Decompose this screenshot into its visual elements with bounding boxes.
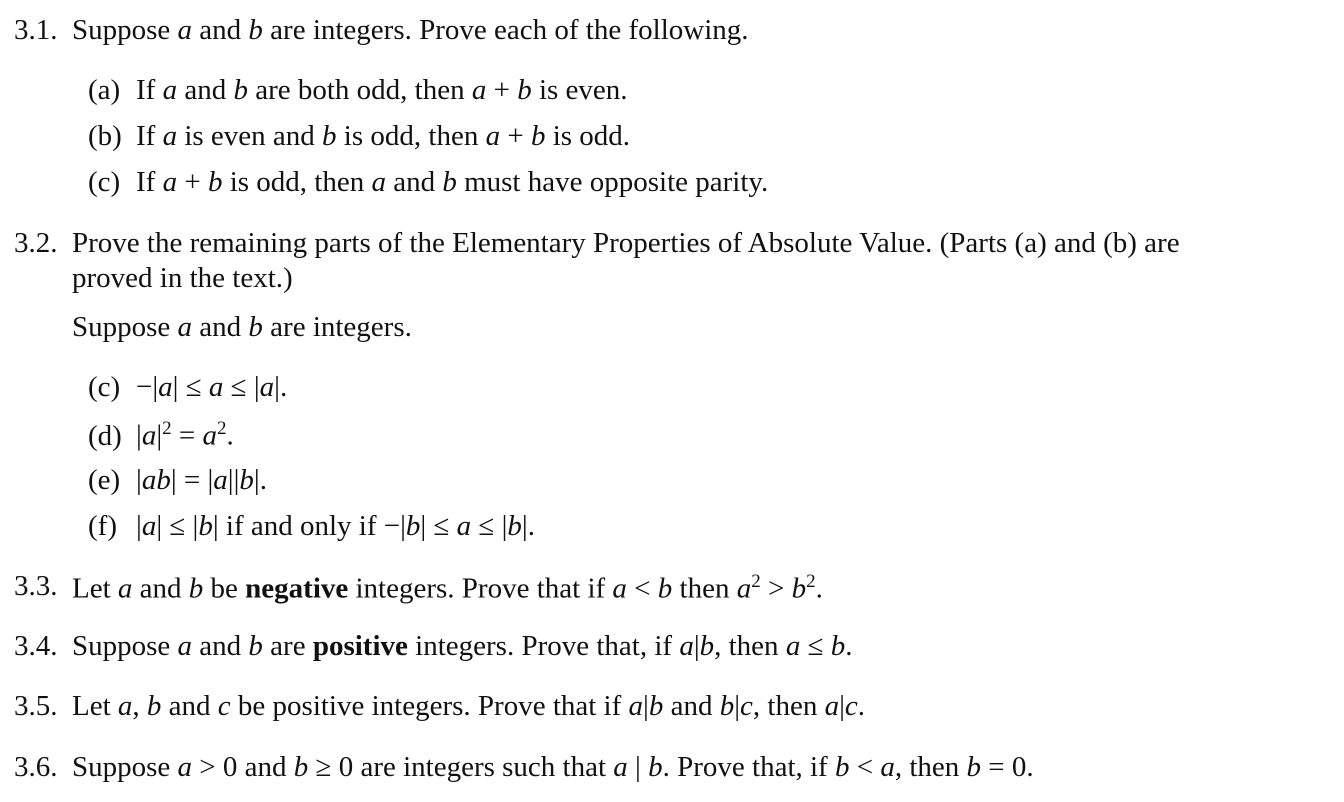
text: ≤ | [223,371,260,403]
var-b: b [293,751,309,783]
part-3-2-f [88,512,535,541]
var-b: b [405,510,421,542]
text: ≤ [800,630,831,662]
var-a: a [259,371,275,403]
var-b: b [830,630,846,662]
var-a: a [785,630,801,662]
var-b: b [248,311,263,343]
var-a: a [736,572,752,605]
text: is odd, then [222,166,372,198]
text: | [136,419,142,452]
text: then [672,572,737,605]
var-b: b [719,690,735,722]
text: −| [136,371,159,403]
text: be [203,572,246,605]
text: . [857,690,866,722]
part-label: (e) [88,464,121,496]
text: If [136,166,163,198]
text: Let [72,572,118,605]
text: |. [253,464,267,496]
text: ≥ 0 are integers such that [308,751,614,783]
part-3-2-d [88,419,234,451]
problem-3-2-intro [72,313,412,342]
part-3-2-e [88,466,267,495]
problem-number: 3.3. [14,570,58,602]
var-a: a [213,464,228,496]
text: = [171,419,203,452]
text: Suppose [72,630,178,662]
text: Let [72,690,118,722]
text: and [192,311,249,343]
text: | ≤ [172,371,209,403]
text: Suppose [72,311,178,343]
text: | [136,510,142,542]
text: is odd. [545,120,631,152]
text: | = | [170,464,214,496]
var-a: a [208,371,224,403]
var-b: b [791,572,807,605]
var-a: a [177,630,193,662]
problem-text [72,572,823,604]
text: | ≤ | [156,510,199,542]
var-b: b [188,572,204,605]
var-c: c [740,690,753,722]
text: is odd, then [336,120,486,152]
var-c: c [217,690,231,722]
bold-text: negative [245,572,349,605]
text: < [849,751,881,783]
text: | [136,464,142,496]
exponent: 2 [216,418,227,439]
text: | [693,630,700,662]
var-b: b [517,74,532,106]
text: + [500,120,531,152]
text: < [626,572,658,605]
var-a: a [485,120,501,152]
text: and [192,14,249,46]
text: and [385,166,443,198]
text: | [839,690,845,722]
var-a: a [177,14,193,46]
var-b: b [322,120,337,152]
var-b: b [530,120,546,152]
problem-text [72,692,865,721]
text: ≤ | [471,510,508,542]
text: must have opposite parity. [456,166,769,198]
text: and [132,572,189,605]
var-a: a [117,572,133,605]
bold-text: positive [312,630,408,662]
var-a: a [880,751,895,783]
part-label: (d) [88,419,122,452]
text: || [227,464,240,496]
text: + [177,166,208,198]
text: Suppose [72,14,178,46]
text: are both odd, then [247,74,472,106]
var-a: a [456,510,472,542]
var-a: a [162,120,178,152]
var-a: a [117,690,133,722]
var-b: b [146,690,162,722]
problem-text [72,632,852,661]
text: | ≤ [420,510,457,542]
problem-number: 3.2. [14,227,58,259]
text: | [627,751,649,783]
part-label: (a) [88,74,121,106]
text: + [486,74,518,106]
var-b: b [239,464,254,496]
text: be positive integers. Prove that if [230,690,629,722]
text: |. [521,510,535,542]
text: > [760,572,792,605]
var-b: b [233,74,248,106]
var-a: a [177,311,193,343]
text: is even. [531,74,628,106]
text: and [663,690,720,722]
text: and [177,74,234,106]
text: | [156,419,163,452]
var-a: a [162,74,178,106]
problem-number: 3.1. [14,14,58,46]
text: | if and only if −| [212,510,406,542]
var-b: b [207,166,223,198]
problem-text [72,16,749,45]
text: . [226,419,234,452]
var-b: b [198,510,213,542]
exponent: 2 [751,571,761,592]
text: If [136,74,163,106]
text: If [136,120,163,152]
text: . [845,630,853,662]
var-b: b [657,572,673,605]
part-label: (b) [88,120,122,152]
var-a: a [162,166,178,198]
part-label: (c) [88,371,121,403]
var-b: b [648,751,663,783]
problem-text-line-1: Prove the remaining parts of the Elementary Properties of Absolute Value. (Parts (a) and (b) are [72,227,1180,259]
var-a: a [628,690,644,722]
part-3-1-a [88,76,628,105]
var-a: a [158,371,173,403]
text: , [132,690,147,722]
text: Suppose [72,751,178,783]
text: integers. Prove that if [348,572,613,605]
problem-text [72,753,1034,782]
problem-number: 3.6. [14,751,58,783]
text: integers. Prove that, if [407,630,680,662]
text: , then [894,751,967,783]
text: , then [714,630,786,662]
text: are integers. [262,311,412,343]
part-label: (f) [88,510,117,542]
var-c: c [844,690,858,722]
text: is even and [177,120,323,152]
text: = 0. [981,751,1034,783]
problem-text-line-2: proved in the text.) [72,262,293,294]
var-b: b [699,630,715,662]
var-a: a [371,166,386,198]
text: > 0 and [192,751,294,783]
var-a: a [679,630,694,662]
text: | [734,690,741,722]
var-a: a [141,419,157,452]
text: are [262,630,313,662]
part-3-1-b [88,122,630,151]
var-b: b [834,751,850,783]
problem-number: 3.5. [14,690,58,722]
var-a: a [471,74,487,106]
var-b: b [507,510,522,542]
text: are integers. Prove each of the following. [262,14,749,46]
var-b: b [648,690,664,722]
var-b: b [966,751,982,783]
var-ab: ab [141,464,171,496]
part-label: (c) [88,166,121,198]
text: . [815,572,823,605]
var-a: a [202,419,217,452]
text: and [161,690,218,722]
var-a: a [612,572,627,605]
part-3-2-c [88,373,287,402]
part-3-1-c [88,168,768,197]
var-a: a [177,751,193,783]
text: | [643,690,649,722]
var-b: b [248,14,263,46]
problem-number: 3.4. [14,630,58,662]
var-a: a [141,510,157,542]
var-a: a [824,690,840,722]
var-a: a [613,751,628,783]
exponent: 2 [806,571,816,592]
text: , then [752,690,825,722]
text: |. [274,371,288,403]
exponent: 2 [162,418,172,439]
text: and [192,630,249,662]
var-b: b [248,630,263,662]
var-b: b [442,166,457,198]
text: . Prove that, if [662,751,835,783]
